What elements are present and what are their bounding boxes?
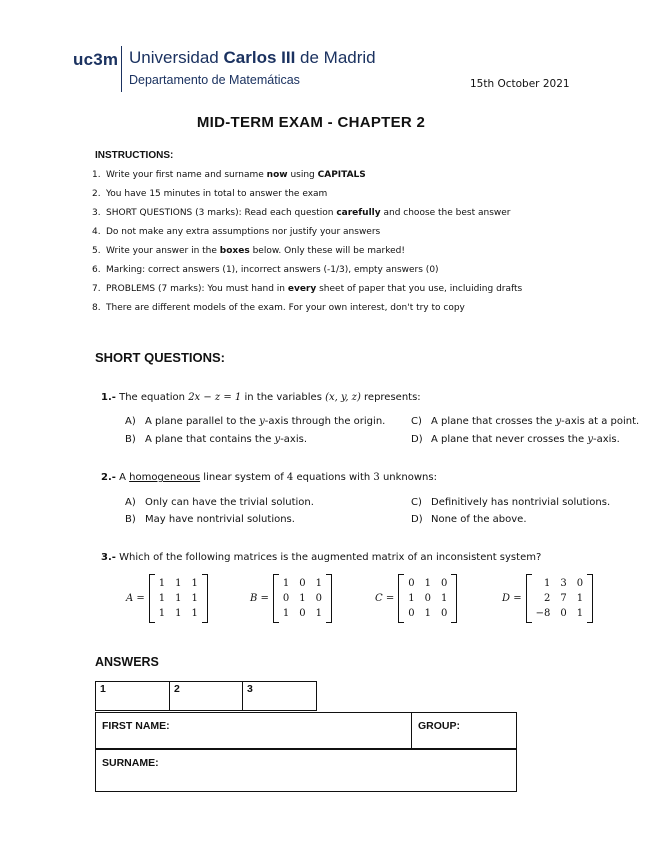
- matrix-entry: 2: [543, 593, 551, 604]
- matrix-entry: 1: [175, 593, 182, 604]
- uc3m-logo: uc3m: [73, 50, 119, 69]
- instruction-item: 5. Write your answer in the boxes below. Only these will be marked!: [92, 246, 405, 256]
- matrix-entry: 1: [158, 608, 166, 619]
- question-3: 3.- Which of the following matrices is the augmented matrix of an inconsistent system?: [101, 552, 542, 563]
- matrix-entry: 0: [299, 608, 306, 619]
- matrix-entry: 1: [315, 578, 323, 589]
- q2-option-d[interactable]: D) None of the above.: [411, 514, 527, 525]
- matrix-entry: 0: [315, 593, 323, 604]
- q2-option-c[interactable]: C) Definitively has nontrivial solutions.: [411, 497, 611, 508]
- matrix-c[interactable]: [375, 574, 457, 623]
- q1-option-d[interactable]: D) A plane that never crosses the y-axis.: [411, 434, 620, 445]
- university-name: Universidad Carlos III de Madrid: [129, 48, 376, 67]
- logo-divider: [121, 46, 122, 92]
- instruction-item: 1. Write your first name and surname now using CAPITALS: [92, 170, 366, 180]
- matrix-entry: 1: [543, 578, 551, 589]
- q1-option-c[interactable]: C) A plane that crosses the y-axis at a point.: [411, 416, 640, 427]
- first-name-field[interactable]: FIRST NAME:: [95, 712, 412, 749]
- matrix-label: C =: [375, 593, 395, 604]
- instructions-list: [92, 166, 522, 318]
- exam-date: 15th October 2021: [470, 78, 570, 90]
- matrix-entry: 0: [424, 593, 431, 604]
- matrix-entry: −8: [535, 608, 551, 619]
- matrix-entry: 1: [282, 578, 290, 589]
- matrix-entry: 1: [175, 578, 182, 589]
- matrix-entry: 7: [560, 593, 567, 604]
- matrix-entry: 1: [158, 593, 166, 604]
- matrix-label: A =: [126, 593, 145, 604]
- exam-title: MID-TERM EXAM - CHAPTER 2: [196, 114, 426, 131]
- short-questions-heading: SHORT QUESTIONS:: [95, 350, 226, 365]
- instruction-item: 8. There are different models of the exam. For your own interest, don't try to copy: [92, 303, 465, 313]
- matrix-brackets: [398, 574, 457, 623]
- q1-option-a[interactable]: A) A plane parallel to the y-axis through the origin.: [125, 416, 386, 427]
- question-2: 2.- A homogeneous linear system of 4 equations with 3 unknowns:: [101, 472, 437, 483]
- answer-box-2[interactable]: 2: [169, 681, 243, 711]
- matrix-entry: 0: [299, 578, 306, 589]
- matrix-label: B =: [250, 593, 269, 604]
- matrix-entry: 3: [560, 578, 567, 589]
- matrix-entry: 0: [440, 608, 448, 619]
- question-1: 1.- The equation 2x − z = 1 in the variables (x, y, z) represents:: [101, 392, 421, 403]
- matrix-entry: 0: [576, 578, 584, 589]
- matrix-label: D =: [502, 593, 522, 604]
- matrix-entry: 1: [191, 578, 198, 589]
- matrix-entry: 1: [158, 578, 166, 589]
- instruction-item: 4. Do not make any extra assumptions nor justify your answers: [92, 227, 381, 237]
- matrix-entry: 1: [299, 593, 306, 604]
- matrix-entry: 1: [424, 578, 431, 589]
- matrix-a[interactable]: [126, 574, 208, 623]
- matrix-brackets: [526, 574, 594, 623]
- q2-option-a[interactable]: A) Only can have the trivial solution.: [125, 497, 314, 508]
- instruction-item: 3. SHORT QUESTIONS (3 marks): Read each question carefully and choose the best answer: [92, 208, 511, 218]
- matrix-entry: 1: [576, 608, 584, 619]
- surname-field[interactable]: SURNAME:: [95, 749, 517, 792]
- matrix-entry: 1: [191, 608, 198, 619]
- answer-box-3[interactable]: 3: [242, 681, 317, 711]
- matrix-entry: 1: [191, 593, 198, 604]
- group-field[interactable]: GROUP:: [411, 712, 517, 749]
- matrix-entry: 0: [408, 578, 415, 589]
- matrix-entry: 0: [282, 593, 290, 604]
- instruction-item: 6. Marking: correct answers (1), incorrect answers (-1/3), empty answers (0): [92, 265, 439, 275]
- department-name: Departamento de Matemáticas: [129, 73, 300, 87]
- q1-option-b[interactable]: B) A plane that contains the y-axis.: [125, 434, 308, 445]
- instructions-heading: INSTRUCTIONS:: [95, 150, 174, 161]
- instruction-item: 2. You have 15 minutes in total to answer the exam: [92, 189, 328, 199]
- answer-box-1[interactable]: 1: [95, 681, 170, 711]
- matrix-entry: 1: [576, 593, 584, 604]
- matrix-entry: 1: [282, 608, 290, 619]
- matrix-entry: 1: [408, 593, 415, 604]
- matrix-entry: 1: [175, 608, 182, 619]
- matrix-entry: 1: [424, 608, 431, 619]
- answers-heading: ANSWERS: [95, 655, 159, 669]
- q2-option-b[interactable]: B) May have nontrivial solutions.: [125, 514, 295, 525]
- matrix-brackets: [273, 574, 332, 623]
- matrix-d[interactable]: [502, 574, 593, 623]
- matrix-entry: 1: [315, 608, 323, 619]
- matrix-entry: 0: [408, 608, 415, 619]
- matrix-b[interactable]: [250, 574, 332, 623]
- matrix-brackets: [149, 574, 208, 623]
- matrix-entry: 0: [440, 578, 448, 589]
- instruction-item: 7. PROBLEMS (7 marks): You must hand in every sheet of paper that you use, incluiding drafts: [92, 284, 523, 294]
- matrix-entry: 0: [560, 608, 567, 619]
- matrix-entry: 1: [440, 593, 448, 604]
